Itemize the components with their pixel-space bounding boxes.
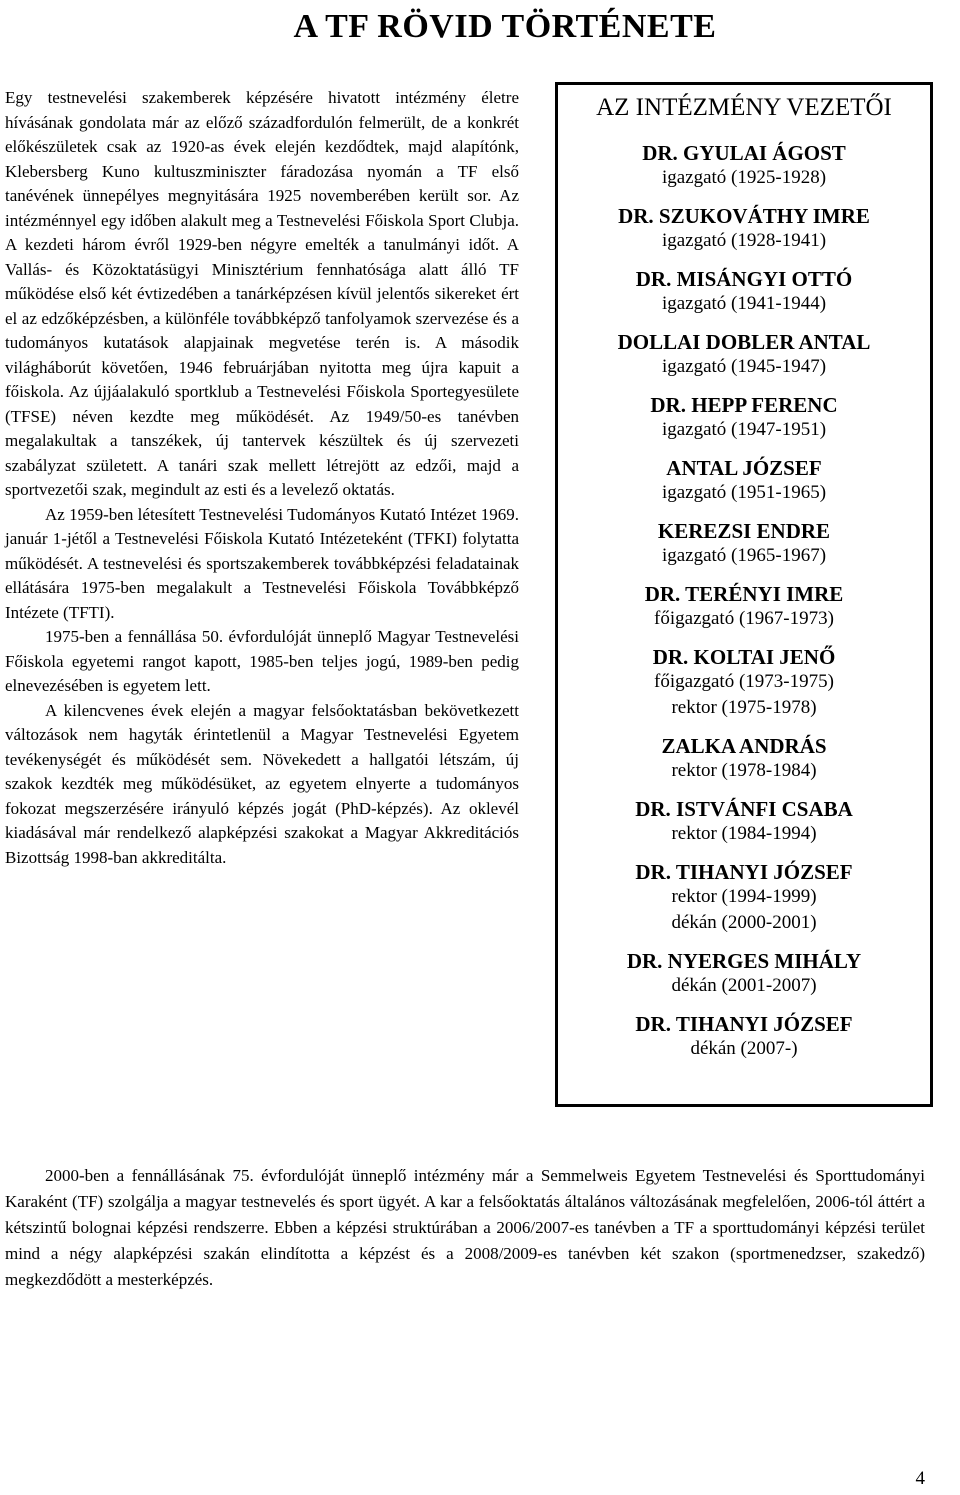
history-text-column: [5, 86, 519, 870]
leader-entry: [558, 582, 930, 632]
leader-entry: [558, 204, 930, 254]
leaders-box: [555, 82, 933, 1107]
leader-role: rektor (1984-1994): [671, 823, 817, 844]
leader-entry: [558, 645, 930, 721]
leader-entry: [558, 141, 930, 191]
leader-role: igazgató (1941-1944): [661, 293, 827, 314]
leader-name: DR. GYULAI ÁGOST: [642, 141, 846, 165]
history-paragraph: 2000-ben a fennállásának 75. évfordulóját ünneplő intézmény már a Semmelweis Egyetem Testnevelési és Sporttudományi Karaként (TF) szolgálja a magyar testnevelés és sport ügyét. A kar a felsőoktatás általános változásának megfelelően, 2006-tól áttért a kétszintű bolognai képzési rendszerre. Ebben a képzési struktúrában a 2006/2007-es tanévben a TF a sporttudományi képzési terület mind a négy alapképzési szakán elindította a képzést és a 2008/2009-es tanévben két szakon (sportmenedzser, szakedző) megkezdődött a mesterképzés.: [5, 1166, 925, 1289]
leader-name: DR. ISTVÁNFI CSABA: [635, 797, 853, 821]
page-title: A TF RÖVID TÖRTÉNETE: [293, 8, 717, 45]
leader-name: ZALKA ANDRÁS: [661, 734, 827, 758]
leader-role: igazgató (1925-1928): [661, 167, 827, 188]
leader-entry: [558, 797, 930, 847]
leader-entry: [558, 393, 930, 443]
leader-role: igazgató (1965-1967): [661, 545, 827, 566]
leader-role: igazgató (1928-1941): [661, 230, 827, 251]
leader-name: DR. SZUKOVÁTHY IMRE: [618, 204, 870, 228]
leader-name: DR. NYERGES MIHÁLY: [626, 949, 862, 973]
leader-role: rektor (1975-1978): [671, 697, 817, 718]
leader-role: dékán (2001-2007): [671, 975, 817, 996]
history-paragraph: 1975-ben a fennállása 50. évfordulóját ünneplő Magyar Testnevelési Főiskola egyetemi rangot kapott, 1985-ben teljes jogú, 1989-ben pedig elnevezésében is egyetem lett.: [5, 627, 519, 695]
leader-name: DR. TIHANYI JÓZSEF: [635, 1012, 853, 1036]
leader-role: főigazgató (1967-1973): [654, 608, 834, 629]
leader-role: igazgató (1951-1965): [661, 482, 827, 503]
leader-name: DR. MISÁNGYI OTTÓ: [635, 267, 853, 291]
leader-entry: [558, 734, 930, 784]
leaders-heading: AZ INTÉZMÉNY VEZETŐI: [596, 94, 892, 121]
leader-name: DR. TIHANYI JÓZSEF: [635, 860, 853, 884]
leader-name: KEREZSI ENDRE: [657, 519, 831, 543]
leader-role: igazgató (1947-1951): [661, 419, 827, 440]
leader-role: dékán (2000-2001): [671, 912, 817, 933]
leader-entry: [558, 1012, 930, 1062]
leader-entry: [558, 949, 930, 999]
leader-entry: [558, 456, 930, 506]
leaders-list: [558, 141, 930, 1062]
leader-entry: [558, 519, 930, 569]
history-paragraph: Egy testnevelési szakemberek képzésére hivatott intézmény életre hívásának gondolata már az előző századfordulón felmerült, de a konkrét előkészületek csak az 1920-as évek elején kezdődtek, majd alapítónk, Klebersberg Kuno kultuszminiszter fáradozása nyomán a TF első tanévének ünnepélyes megnyitására 1925 novemberében került sor. Az intézménnyel egy időben alakult meg a Testnevelési Főiskola Sport Clubja. A kezdeti három évről 1929-ben négyre emelték a tanulmányi időt. A Vallás- és Közoktatásügyi Minisztérium fennhatósága alatt álló TF működése első két évtizedében a tanárképzésen kívül jelentős sikereket ért el az edzőképzésben, a különféle továbbképző tanfolyamok szervezése és a tudományos kutatások alapjainak megvetése terén is. A második világháborút követően, 1946 februárjában nyitotta meg újra kapuit a főiskola. Az újjáalakuló sportklub a Testnevelési Főiskola Sportegyesülete (TFSE) néven kezdte meg működését. Az 1949/50-es tanévben megalakultak a tanszékek, új tantervek készültek és új szervezeti szabályzat született. A tanári szak mellett létrejött az edzői, majd a sportvezetői szak, megindult az esti és a levelező oktatás.: [5, 88, 519, 499]
history-paragraph: A kilencvenes évek elején a magyar felsőoktatásban bekövetkezett változások nem hagyták érintetlenül a Magyar Testnevelési Egyetem tevékenységét és működését sem. Növekedett a hallgatói létszám, új szakok kezdték meg működésüket, az egyetem elnyerte a tudományos fokozat megszerzésére irányuló képzés jogát (PhD-képzés). Az oklevél kiadásával már rendelkező alapképzési szakokat a Magyar Akkreditációs Bizottság 1998-ban akkreditálta.: [5, 700, 519, 867]
leader-name: DR. KOLTAI JENŐ: [652, 645, 836, 669]
leader-name: DR. HEPP FERENC: [650, 393, 838, 417]
leader-role: főigazgató (1973-1975): [654, 671, 834, 692]
leader-name: ANTAL JÓZSEF: [666, 456, 822, 480]
leader-name: DR. TERÉNYI IMRE: [644, 582, 844, 606]
page-number: 4: [915, 1468, 925, 1489]
history-paragraph: Az 1959-ben létesített Testnevelési Tudományos Kutató Intézet 1969. január 1-jétől a Testnevelési Főiskola Kutató Intézeteként (TFKI) folytatta működését. A testnevelési és sportszakemberek továbbképzési feladatainak ellátására 1975-ben megalakult a Testnevelési Főiskola Továbbképző Intézete (TFTI).: [5, 504, 519, 622]
leader-role: rektor (1978-1984): [671, 760, 817, 781]
leader-role: dékán (2007-): [690, 1038, 798, 1059]
leader-entry: [558, 267, 930, 317]
leader-role: rektor (1994-1999): [671, 886, 817, 907]
leader-name: DOLLAI DOBLER ANTAL: [617, 330, 871, 354]
leader-entry: [558, 860, 930, 936]
leader-entry: [558, 330, 930, 380]
leader-role: igazgató (1945-1947): [661, 356, 827, 377]
history-text-full: [5, 1163, 925, 1293]
